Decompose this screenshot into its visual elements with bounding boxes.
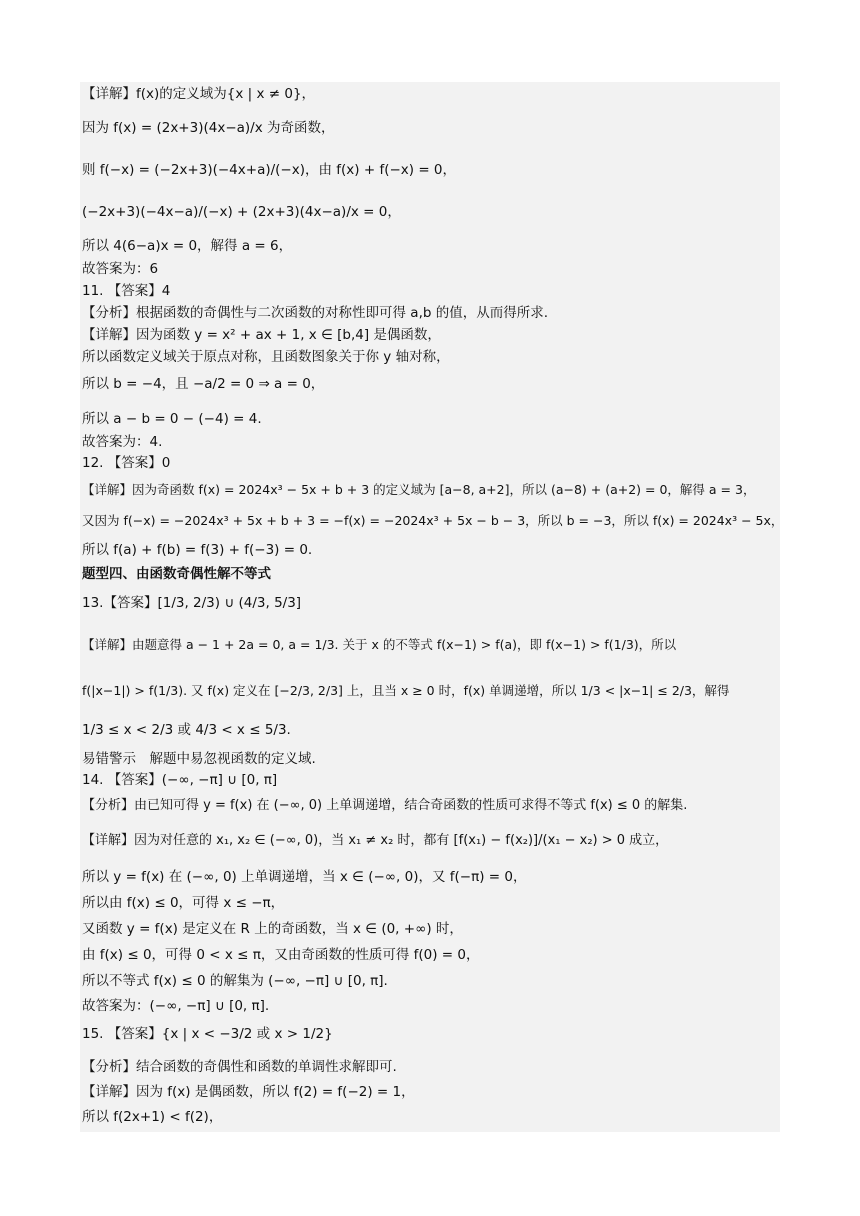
question-11-analysis: 【分析】根据函数的奇偶性与二次函数的对称性即可得 a,b 的值，从而得所求. — [82, 305, 549, 321]
question-12-detail-3: 所以 f(a) + f(b) = f(3) + f(−3) = 0. — [82, 542, 313, 558]
question-14-detail-1: 【详解】因为对任意的 x₁, x₂ ∈ (−∞, 0)，当 x₁ ≠ x₂ 时，都有 [f(x₁) − f(x₂)]/(x₁ − x₂) > 0 成立， — [82, 833, 669, 848]
question-14-answer: 14. 【答案】(−∞, −π] ∪ [0, π] — [82, 772, 278, 788]
question-15-detail-1: 【详解】因为 f(x) 是偶函数，所以 f(2) = f(−2) = 1， — [82, 1084, 415, 1100]
question-12-detail-1: 【详解】因为奇函数 f(x) = 2024x³ − 5x + b + 3 的定义域为 [a−8, a+2]，所以 (a−8) + (a+2) = 0，解得 a = 3， — [82, 482, 756, 497]
question-14-final: 故答案为：(−∞, −π] ∪ [0, π]. — [82, 998, 270, 1014]
question-11-detail-3: 所以 b = −4，且 −a/2 = 0 ⇒ a = 0， — [82, 376, 325, 392]
detail-line-domain: 【详解】f(x)的定义域为{x | x ≠ 0}， — [82, 86, 316, 102]
question-14-detail-5: 由 f(x) ≤ 0，可得 0 < x ≤ π，又由奇函数的性质可得 f(0) = 0， — [82, 947, 480, 963]
detail-line-odd-function: 因为 f(x) = (2x+3)(4x−a)/x 为奇函数， — [82, 120, 335, 136]
question-15-detail-2: 所以 f(2x+1) < f(2)， — [82, 1109, 223, 1125]
section-heading: 题型四、由函数奇偶性解不等式 — [82, 566, 271, 582]
question-15-analysis: 【分析】结合函数的奇偶性和函数的单调性求解即可. — [82, 1059, 397, 1075]
question-13-detail-3: 1/3 ≤ x < 2/3 或 4/3 < x ≤ 5/3. — [82, 722, 291, 738]
question-14-analysis: 【分析】由已知可得 y = f(x) 在 (−∞, 0) 上单调递增，结合奇函数的性质可求得不等式 f(x) ≤ 0 的解集. — [82, 798, 688, 813]
question-13-detail-2: f(|x−1|) > f(1/3). 又 f(x) 定义在 [−2/3, 2/3] 上，且当 x ≥ 0 时，f(x) 单调递增，所以 1/3 < |x−1| ≤ 2/3，解得 — [82, 683, 730, 698]
question-11-detail-2: 所以函数定义域关于原点对称，且函数图象关于你 y 轴对称， — [82, 349, 450, 365]
question-11-detail-4: 所以 a − b = 0 − (−4) = 4. — [82, 411, 262, 427]
detail-line-f-neg-x: 则 f(−x) = (−2x+3)(−4x+a)/(−x)，由 f(x) + f(−x) = 0， — [82, 162, 457, 178]
question-12-answer: 12. 【答案】0 — [82, 455, 171, 471]
question-11-detail-1: 【详解】因为函数 y = x² + ax + 1, x ∈ [b,4] 是偶函数， — [82, 327, 441, 343]
answer-line-10: 故答案为：6 — [82, 261, 159, 277]
detail-line-sum-equation: (−2x+3)(−4x−a)/(−x) + (2x+3)(4x−a)/x = 0， — [82, 204, 401, 220]
question-13-answer: 13.【答案】[1/3, 2/3) ∪ (4/3, 5/3] — [82, 595, 302, 611]
question-11-answer: 11. 【答案】4 — [82, 283, 171, 299]
question-14-detail-2: 所以 y = f(x) 在 (−∞, 0) 上单调递增，当 x ∈ (−∞, 0)，又 f(−π) = 0， — [82, 869, 527, 885]
question-13-detail-1: 【详解】由题意得 a − 1 + 2a = 0, a = 1/3. 关于 x 的不等式 f(x−1) > f(a)，即 f(x−1) > f(1/3)，所以 — [82, 637, 677, 652]
question-15-answer: 15. 【答案】{x | x < −3/2 或 x > 1/2} — [82, 1026, 333, 1042]
question-14-detail-4: 又函数 y = f(x) 是定义在 R 上的奇函数，当 x ∈ (0, +∞) 时， — [82, 921, 463, 937]
question-13-warning: 易错警示 解题中易忽视函数的定义域. — [82, 751, 316, 767]
question-11-final: 故答案为：4. — [82, 434, 163, 450]
question-14-detail-6: 所以不等式 f(x) ≤ 0 的解集为 (−∞, −π] ∪ [0, π]. — [82, 973, 388, 989]
detail-line-solve-a: 所以 4(6−a)x = 0，解得 a = 6， — [82, 238, 293, 254]
question-12-detail-2: 又因为 f(−x) = −2024x³ + 5x + b + 3 = −f(x) = −2024x³ + 5x − b − 3，所以 b = −3，所以 f(x) = 2024x³ − 5x， — [82, 513, 784, 528]
question-14-detail-3: 所以由 f(x) ≤ 0，可得 x ≤ −π， — [82, 895, 285, 911]
